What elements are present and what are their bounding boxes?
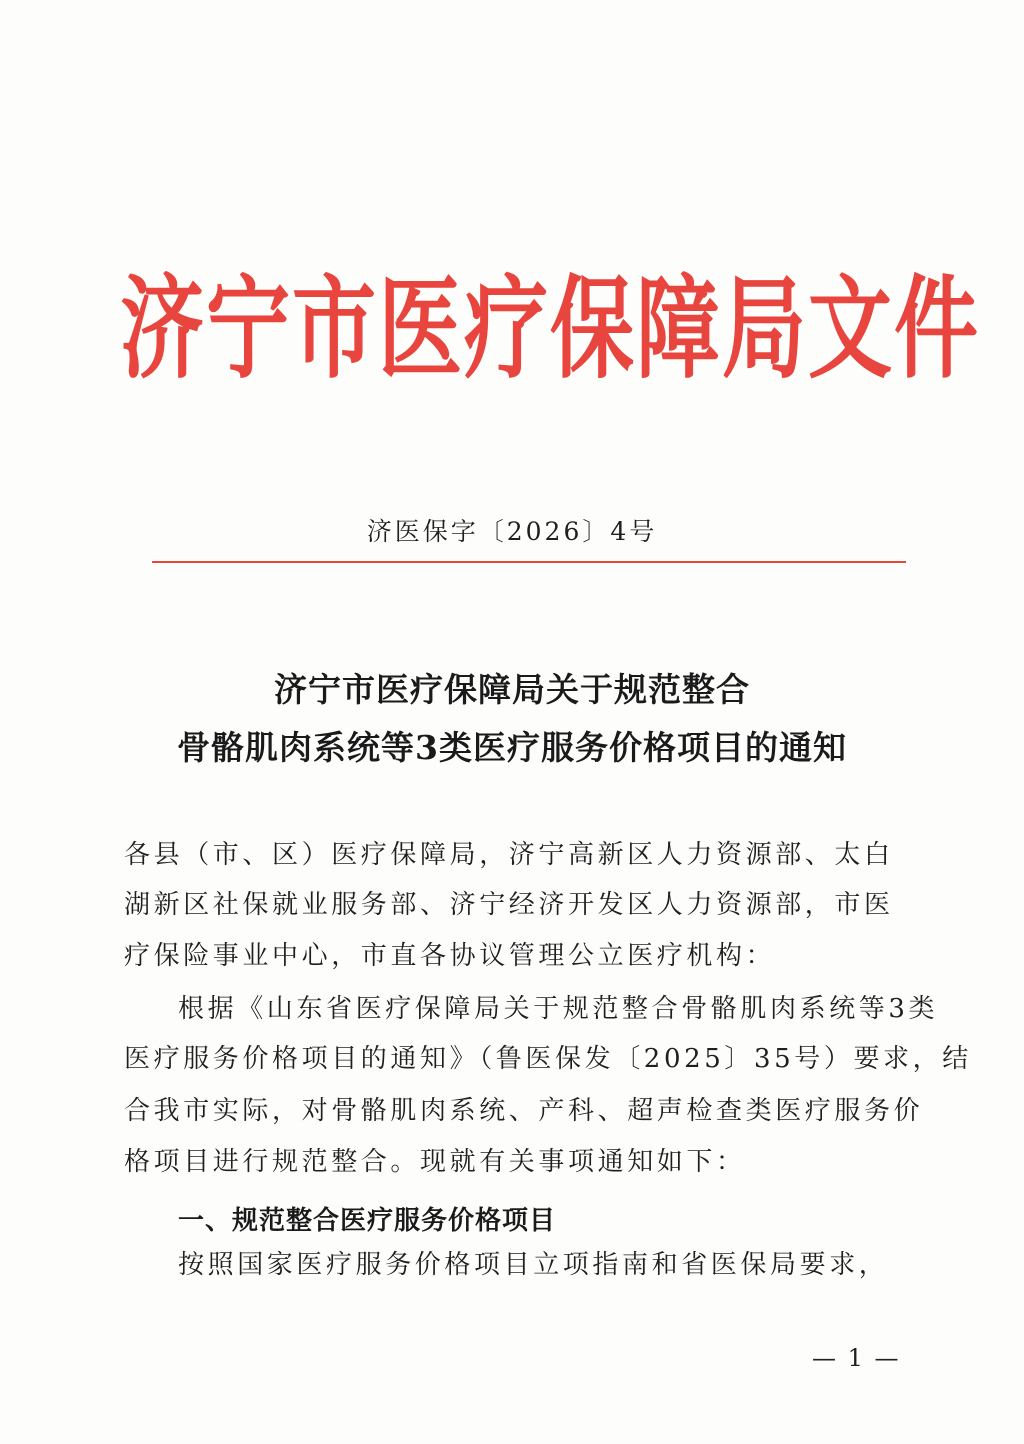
paragraph-1-line-2: 医疗服务价格项目的通知》（鲁医保发〔2025〕35号）要求，结 bbox=[124, 1044, 972, 1074]
paragraph-2-line-1: 按照国家医疗服务价格项目立项指南和省医保局要求， bbox=[178, 1250, 889, 1280]
red-separator-rule bbox=[152, 561, 906, 563]
notice-title-line-2: 骨骼肌肉系统等3类医疗服务价格项目的通知 bbox=[177, 728, 847, 767]
notice-title-line-1: 济宁市医疗保障局关于规范整合 bbox=[274, 670, 750, 709]
document-number: 济医保字〔2026〕4号 bbox=[366, 517, 658, 546]
paragraph-1-line-3: 合我市实际，对骨骼肌肉系统、产科、超声检查类医疗服务价 bbox=[124, 1096, 924, 1126]
addressee-line-3: 疗保险事业中心，市直各协议管理公立医疗机构： bbox=[124, 941, 776, 971]
addressee-line-2: 湖新区社保就业服务部、济宁经济开发区人力资源部，市医 bbox=[124, 890, 894, 920]
paragraph-1-line-1: 根据《山东省医疗保障局关于规范整合骨骼肌肉系统等3类 bbox=[178, 994, 939, 1024]
paragraph-1-line-4: 格项目进行规范整合。现就有关事项通知如下： bbox=[124, 1147, 746, 1177]
section-heading-1: 一、规范整合医疗服务价格项目 bbox=[178, 1206, 557, 1236]
issuer-header-title: 济宁市医疗保障局文件 bbox=[120, 262, 981, 394]
addressee-line-1: 各县（市、区）医疗保障局，济宁高新区人力资源部、太白 bbox=[124, 840, 894, 870]
page-number: — 1 — bbox=[812, 1344, 901, 1372]
